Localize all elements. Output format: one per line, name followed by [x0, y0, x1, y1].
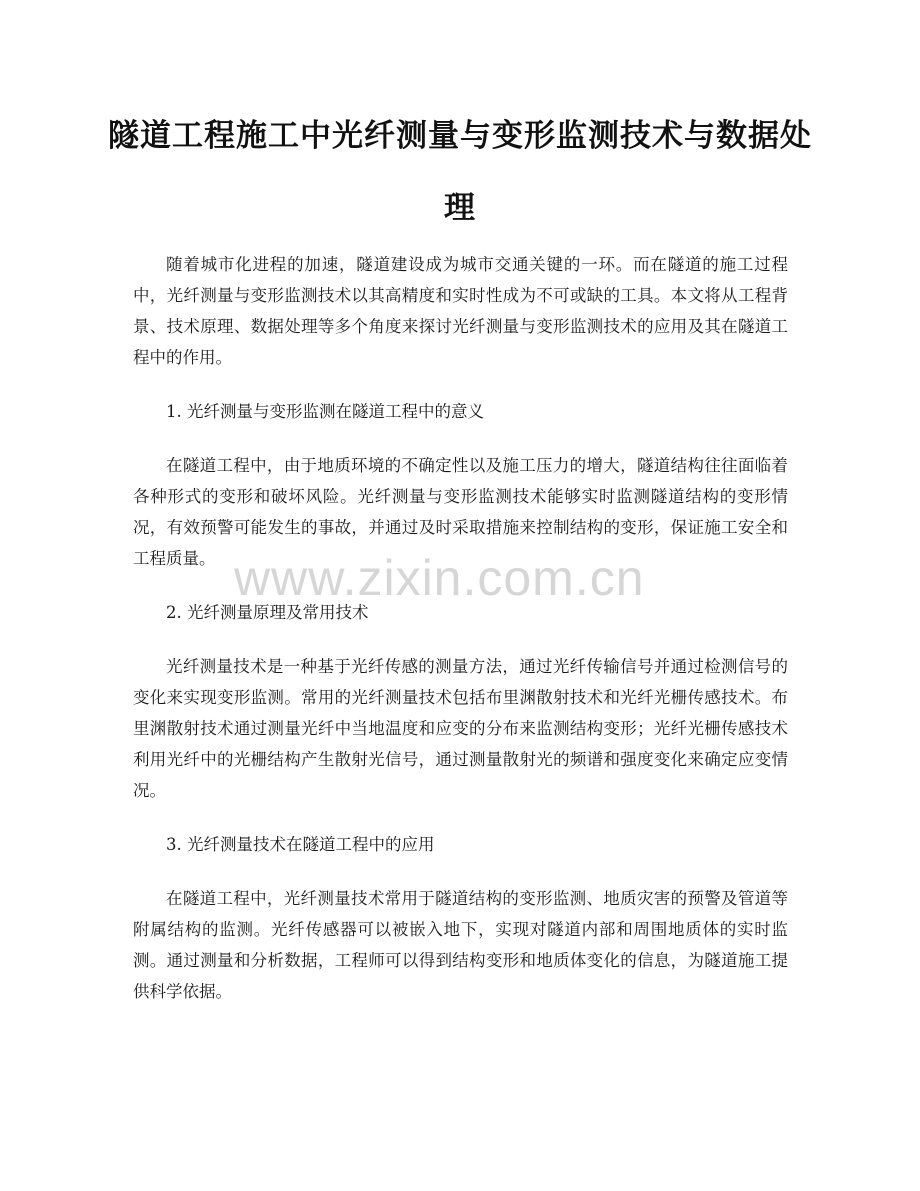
document-title: 隧道工程施工中光纤测量与变形监测技术与数据处理 [108, 118, 812, 226]
intro-paragraph: 随着城市化进程的加速，隧道建设成为城市交通关键的一环。而在隧道的施工过程中，光纤测量与变形监测技术以其高精度和实时性成为不可或缺的工具。本文将从工程背景、技术原理、数据处理等多个角度来探讨光纤测量与变形监测技术的应用及其在隧道工程中的作用。 [133, 255, 788, 367]
section-1-heading: 1. 光纤测量与变形监测在隧道工程中的意义 [166, 402, 484, 421]
section-2-paragraph: 光纤测量技术是一种基于光纤传感的测量方法，通过光纤传输信号并通过检测信号的变化来实现变形监测。常用的光纤测量技术包括布里渊散射技术和光纤光栅传感技术。布里渊散射技术通过测量光纤中当地温度和应变的分布来监测结构变形；光纤光栅传感技术利用光纤中的光栅结构产生散射光信号，通过测量散射光的频谱和强度变化来确定应变情况。 [133, 657, 788, 800]
document-body [133, 249, 788, 1030]
section-3-heading: 3. 光纤测量技术在隧道工程中的应用 [166, 835, 435, 854]
section-2-heading: 2. 光纤测量原理及常用技术 [166, 603, 369, 622]
watermark-text: www.zixin.com.cn [234, 550, 645, 606]
section-3-paragraph: 在隧道工程中，光纤测量技术常用于隧道结构的变形监测、地质灾害的预警及管道等附属结构的监测。光纤传感器可以被嵌入地下，实现对隧道内部和周围地质体的实时监测。通过测量和分析数据，工程师可以得到结构变形和地质体变化的信息，为隧道施工提供科学依据。 [133, 889, 788, 1001]
section-1-paragraph: 在隧道工程中，由于地质环境的不确定性以及施工压力的增大，隧道结构往往面临着各种形式的变形和破坏风险。光纤测量与变形监测技术能够实时监测隧道结构的变形情况，有效预警可能发生的事故，并通过及时采取措施来控制结构的变形，保证施工安全和工程质量。 [133, 456, 788, 568]
